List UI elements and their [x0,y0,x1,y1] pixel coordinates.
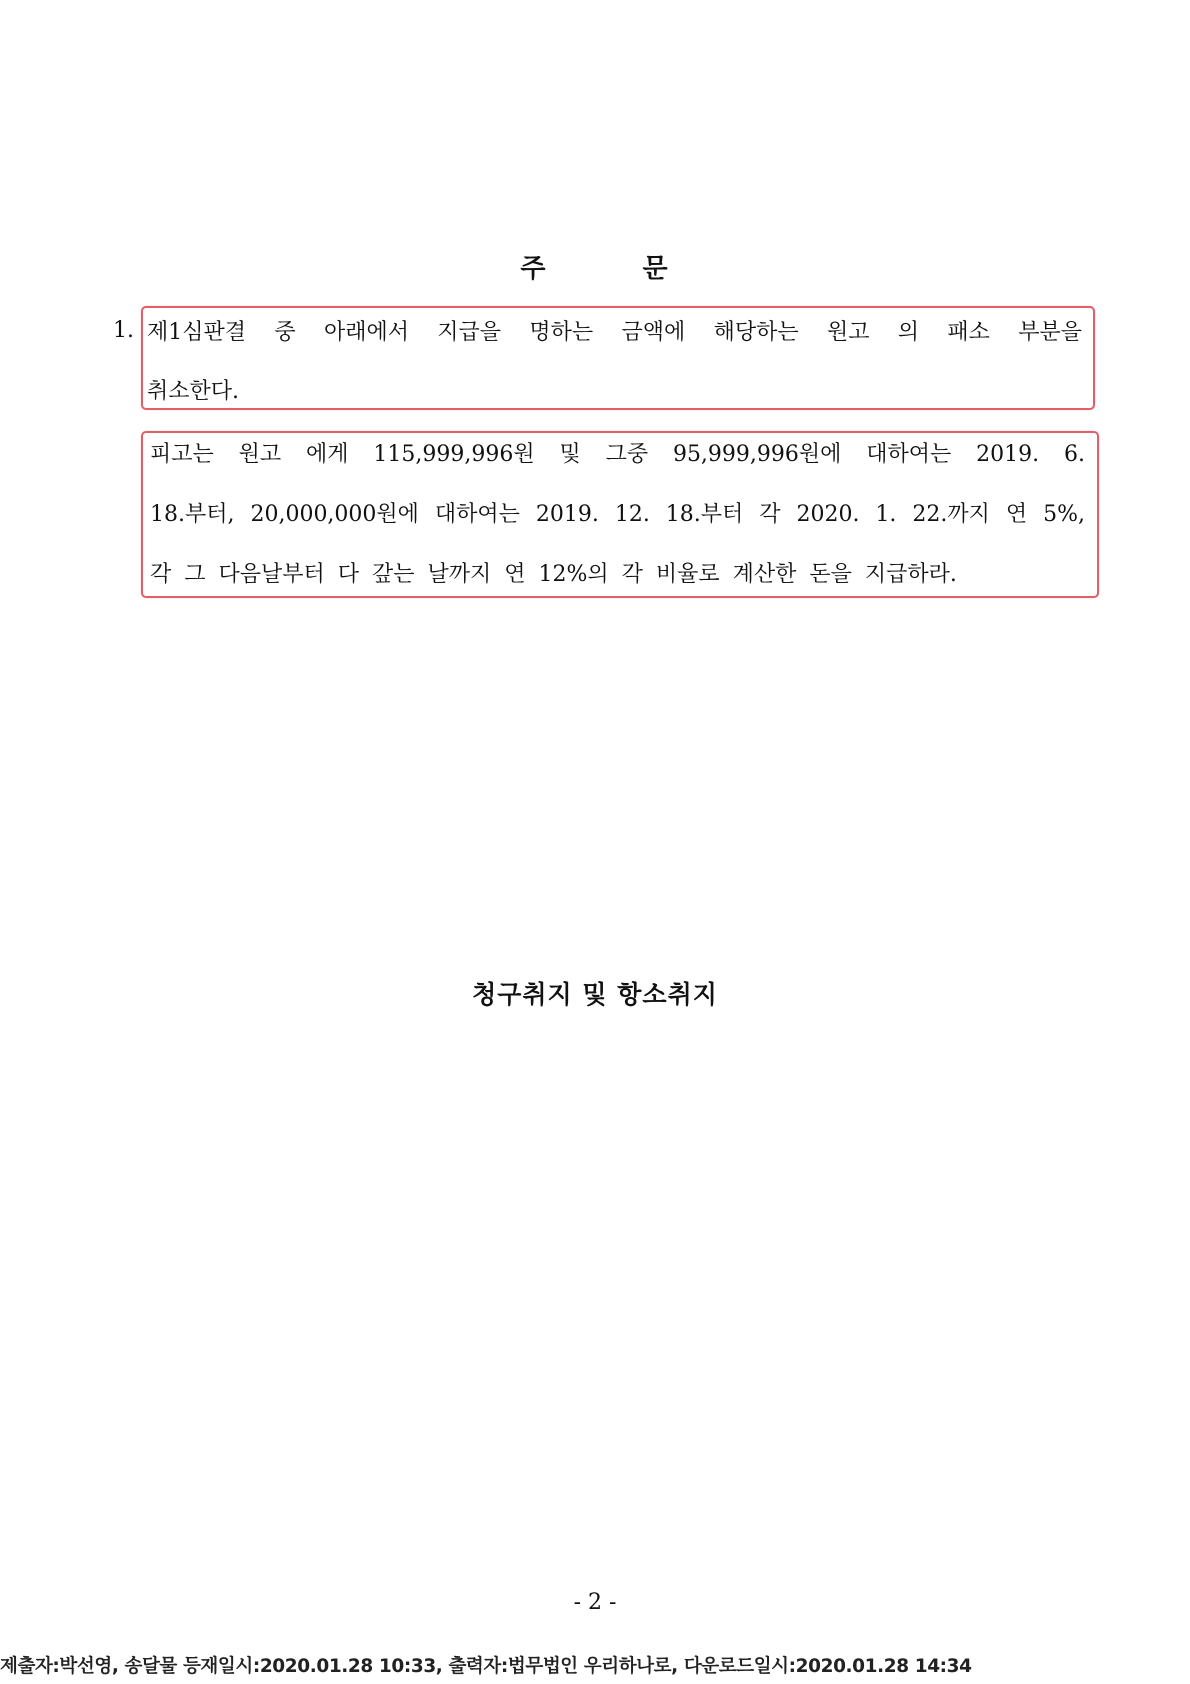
section-title-right: 문 [642,254,670,284]
item1-line1: 제1심판결 중 아래에서 지급을 명하는 금액에 해당하는 원고 의 패소 부분을 [147,320,1082,345]
footer-watermark: 제출자:박선영, 송달물 등재일시:2020.01.28 10:33, 출력자:법무법인 우리하나로, 다운로드일시:2020.01.28 14:34 [0,1656,972,1677]
item-number: 1. [113,318,134,343]
item2-line2: 18.부터, 20,000,000원에 대하여는 2019. 12. 18.부터 각 2020. 1. 22.까지 연 5%, [150,502,1085,527]
page-number: - 2 - [573,1590,617,1615]
item2-line1: 피고는 원고 에게 115,999,996원 및 그중 95,999,996원에 대하여는 2019. 6. [150,442,1085,467]
section-title-left: 주 [520,254,548,284]
item1-line2: 취소한다. [147,379,240,404]
subsection-title: 청구취지 및 항소취지 [472,980,718,1009]
item2-line3: 각 그 다음날부터 다 갚는 날까지 연 12%의 각 비율로 계산한 돈을 지급하라. [150,562,957,587]
section-title [0,248,1190,285]
